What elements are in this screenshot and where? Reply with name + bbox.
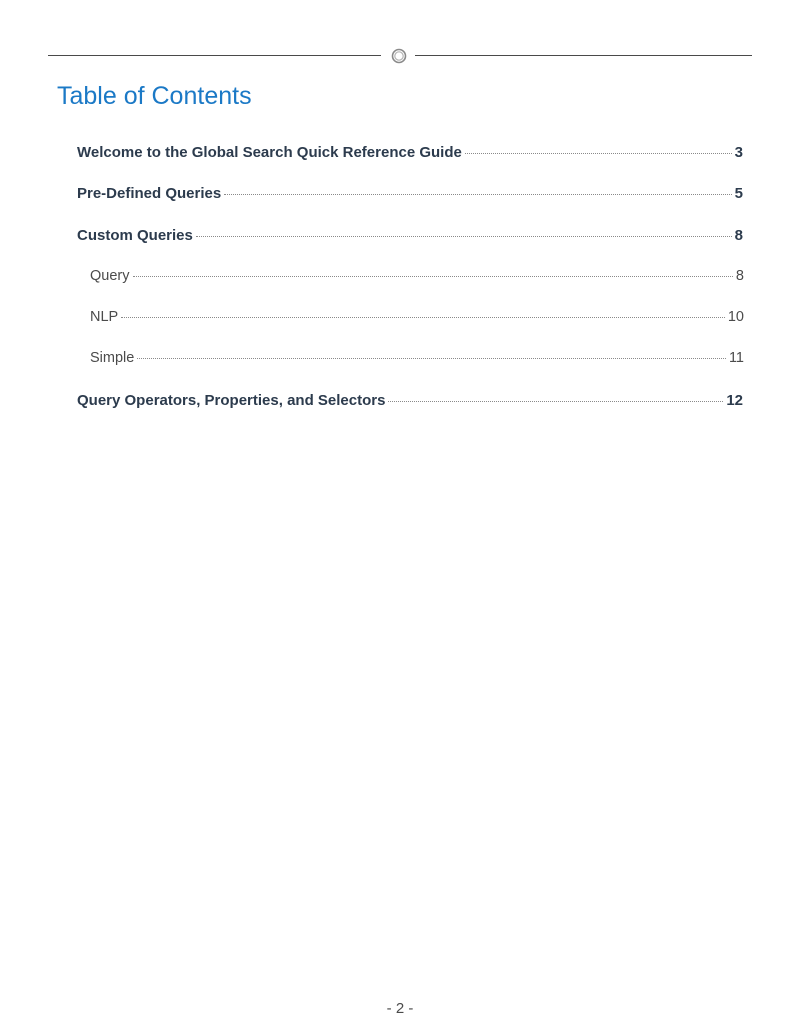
toc-entry-pre-defined-queries[interactable] [77,185,743,202]
toc-entry-simple[interactable] [90,350,744,366]
toc-entry-label: Query Operators, Properties, and Selectors [77,392,386,409]
dot-leader [388,401,723,402]
toc-entry-label: Welcome to the Global Search Quick Reference Guide [77,144,462,161]
toc-entry-page: 5 [734,185,743,202]
toc-entry-welcome[interactable] [77,144,743,161]
dot-leader [196,236,732,237]
toc-entry-label: Query [90,268,130,284]
toc-entry-label: Custom Queries [77,227,193,244]
toc-entry-page: 8 [734,227,743,244]
header-rule [48,46,752,66]
ring-ornament-icon [390,47,408,65]
dot-leader [133,276,733,277]
page-title: Table of Contents [57,82,252,110]
dot-leader [137,358,726,359]
toc-entry-page: 10 [727,309,744,325]
toc-entry-page: 8 [735,268,744,284]
dot-leader [224,194,731,195]
toc-entry-label: NLP [90,309,119,325]
dot-leader [121,317,725,318]
toc-entry-page: 3 [734,144,743,161]
toc-entry-label: Simple [90,350,135,366]
toc-entry-query-operators[interactable] [77,392,743,409]
toc-entry-page: 11 [728,350,744,366]
toc-entry-query[interactable] [90,268,744,284]
toc-entry-nlp[interactable] [90,309,744,325]
toc-entry-page: 12 [726,392,743,409]
header-rule-left-line [48,55,381,56]
dot-leader [465,153,732,154]
toc-entry-label: Pre-Defined Queries [77,185,222,202]
toc-entry-custom-queries[interactable] [77,227,743,244]
page-number: - 2 - [386,1000,414,1017]
header-rule-right-line [415,55,752,56]
